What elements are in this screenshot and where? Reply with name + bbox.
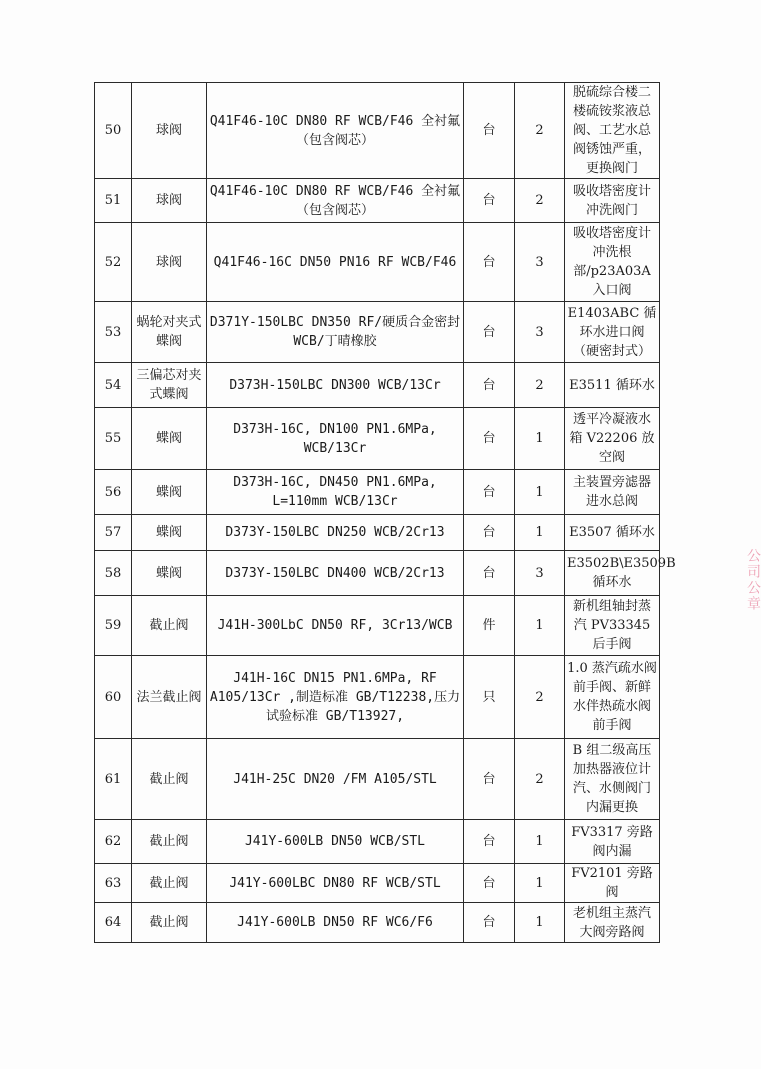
valve-spec: Q41F46-10C DN80 RF WCB/F46 全衬氟（包含阀芯）: [207, 83, 464, 179]
valve-unit: 台: [464, 903, 515, 943]
valve-name: 蝶阀: [132, 408, 207, 470]
valve-name: 蝶阀: [132, 515, 207, 551]
table-row: [95, 864, 660, 903]
valve-unit: 件: [464, 596, 515, 656]
table-row: [95, 596, 660, 656]
valve-spec: D373H-16C, DN450 PN1.6MPa, L=110mm WCB/13Cr: [207, 470, 464, 515]
table-row: [95, 739, 660, 820]
valve-name: 截止阀: [132, 596, 207, 656]
valve-spec: J41Y-600LB DN50 WCB/STL: [207, 820, 464, 864]
valve-spec: D373H-150LBC DN300 WCB/13Cr: [207, 363, 464, 408]
valve-spec: Q41F46-10C DN80 RF WCB/F46 全衬氟（包含阀芯）: [207, 179, 464, 223]
valve-remark: 主装置旁滤器进水总阀: [565, 470, 660, 515]
row-number: 64: [95, 903, 132, 943]
valve-remark: 吸收塔密度计冲洗阀门: [565, 179, 660, 223]
valve-remark: 新机组轴封蒸汽 PV33345 后手阀: [565, 596, 660, 656]
valve-remark: E1403ABC 循环水进口阀（硬密封式）: [565, 302, 660, 363]
valve-quantity: 2: [515, 363, 565, 408]
valve-unit: 台: [464, 363, 515, 408]
valve-name: 蝶阀: [132, 551, 207, 596]
valve-name: 球阀: [132, 83, 207, 179]
valve-unit: 台: [464, 551, 515, 596]
valve-quantity: 1: [515, 864, 565, 903]
valve-unit: 台: [464, 179, 515, 223]
row-number: 62: [95, 820, 132, 864]
valve-spec: D371Y-150LBC DN350 RF/硬质合金密封WCB/丁晴橡胶: [207, 302, 464, 363]
valve-quantity: 2: [515, 656, 565, 739]
table-row: [95, 656, 660, 739]
valve-remark: 脱硫综合楼二楼硫铵浆液总阀、工艺水总阀锈蚀严重，更换阀门: [565, 83, 660, 179]
valve-quantity: 1: [515, 408, 565, 470]
valve-remark: 老机组主蒸汽大阀旁路阀: [565, 903, 660, 943]
valve-spec: J41Y-600LB DN50 RF WC6/F6: [207, 903, 464, 943]
valve-remark: E3507 循环水: [565, 515, 660, 551]
valve-unit: 台: [464, 515, 515, 551]
valve-quantity: 3: [515, 223, 565, 302]
valve-spec: J41H-16C DN15 PN1.6MPa, RF A105/13Cr ,制造标准 GB/T12238,压力试验标准 GB/T13927,: [207, 656, 464, 739]
valve-table: [94, 82, 676, 943]
valve-remark: B 组二级高压加热器液位计汽、水侧阀门内漏更换: [565, 739, 660, 820]
valve-remark: 吸收塔密度计冲洗根部/p23A03A 入口阀: [565, 223, 660, 302]
valve-spec: J41H-300LbC DN50 RF, 3Cr13/WCB: [207, 596, 464, 656]
valve-unit: 台: [464, 864, 515, 903]
valve-quantity: 2: [515, 739, 565, 820]
valve-unit: 台: [464, 223, 515, 302]
valve-remark: E3502B\E3509B 循环水: [565, 551, 660, 596]
valve-quantity: 1: [515, 515, 565, 551]
valve-remark: FV3317 旁路阀内漏: [565, 820, 660, 864]
valve-name: 法兰截止阀: [132, 656, 207, 739]
valve-remark: 透平冷凝液水箱 V22206 放空阀: [565, 408, 660, 470]
table-row: [95, 820, 660, 864]
valve-unit: 台: [464, 470, 515, 515]
valve-unit: 只: [464, 656, 515, 739]
row-number: 53: [95, 302, 132, 363]
valve-quantity: 2: [515, 179, 565, 223]
valve-name: 截止阀: [132, 820, 207, 864]
table-row: [95, 551, 660, 596]
table-row: [95, 223, 660, 302]
table-row: [95, 515, 660, 551]
valve-quantity: 3: [515, 302, 565, 363]
valve-unit: 台: [464, 83, 515, 179]
valve-spec: J41H-25C DN20 /FM A105/STL: [207, 739, 464, 820]
valve-spec: D373Y-150LBC DN400 WCB/2Cr13: [207, 551, 464, 596]
valve-name: 截止阀: [132, 739, 207, 820]
valve-remark: 1.0 蒸汽疏水阀前手阀、新鲜水伴热疏水阀前手阀: [565, 656, 660, 739]
row-number: 63: [95, 864, 132, 903]
valve-name: 蝶阀: [132, 470, 207, 515]
row-number: 56: [95, 470, 132, 515]
valve-quantity: 1: [515, 903, 565, 943]
valve-table-body: [95, 83, 676, 943]
table-row: [95, 903, 660, 943]
valve-name: 三偏芯对夹式蝶阀: [132, 363, 207, 408]
valve-remark: FV2101 旁路阀: [565, 864, 660, 903]
table-row: [95, 470, 660, 515]
row-number: 58: [95, 551, 132, 596]
row-number: 60: [95, 656, 132, 739]
row-number: 54: [95, 363, 132, 408]
valve-quantity: 1: [515, 820, 565, 864]
valve-quantity: 2: [515, 83, 565, 179]
valve-remark: E3511 循环水: [565, 363, 660, 408]
valve-name: 球阀: [132, 223, 207, 302]
row-number: 59: [95, 596, 132, 656]
valve-unit: 台: [464, 408, 515, 470]
valve-name: 球阀: [132, 179, 207, 223]
valve-spec: Q41F46-16C DN50 PN16 RF WCB/F46: [207, 223, 464, 302]
valve-name: 蜗轮对夹式蝶阀: [132, 302, 207, 363]
seal-stamp: 公司公章: [745, 548, 761, 612]
valve-quantity: 1: [515, 596, 565, 656]
valve-name: 截止阀: [132, 864, 207, 903]
valve-spec: D373H-16C, DN100 PN1.6MPa, WCB/13Cr: [207, 408, 464, 470]
row-number: 51: [95, 179, 132, 223]
table-row: [95, 408, 660, 470]
valve-quantity: 1: [515, 470, 565, 515]
valve-spec: D373Y-150LBC DN250 WCB/2Cr13: [207, 515, 464, 551]
valve-spec: J41Y-600LBC DN80 RF WCB/STL: [207, 864, 464, 903]
row-number: 61: [95, 739, 132, 820]
row-number: 50: [95, 83, 132, 179]
valve-quantity: 3: [515, 551, 565, 596]
table-row: [95, 363, 660, 408]
table-row: [95, 179, 660, 223]
row-number: 55: [95, 408, 132, 470]
valve-unit: 台: [464, 739, 515, 820]
table-row: [95, 302, 660, 363]
row-number: 57: [95, 515, 132, 551]
valve-unit: 台: [464, 302, 515, 363]
valve-name: 截止阀: [132, 903, 207, 943]
row-number: 52: [95, 223, 132, 302]
valve-unit: 台: [464, 820, 515, 864]
table-row: [95, 83, 660, 179]
